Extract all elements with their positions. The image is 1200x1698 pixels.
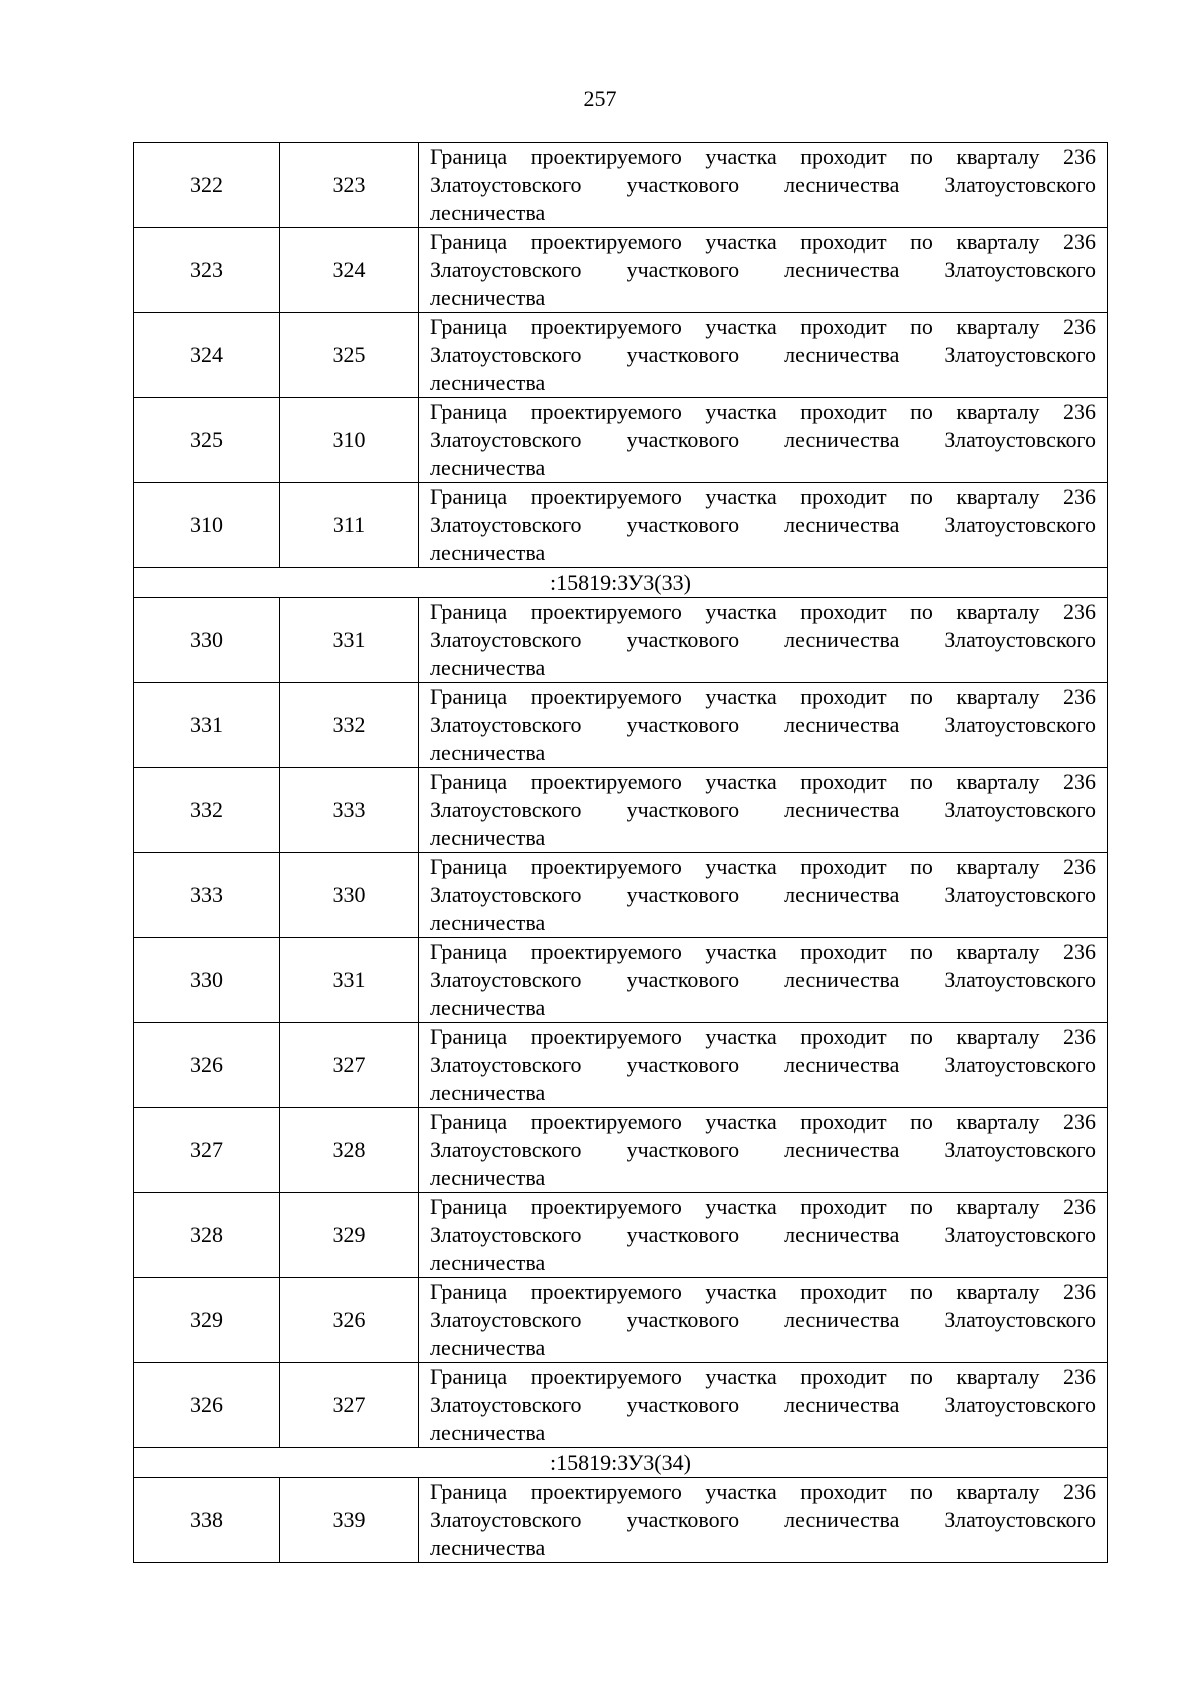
point-from-cell: 331 — [134, 683, 280, 768]
point-from-cell: 330 — [134, 938, 280, 1023]
point-from-cell: 333 — [134, 853, 280, 938]
point-to-cell: 323 — [280, 143, 419, 228]
point-to-cell: 330 — [280, 853, 419, 938]
table-row — [134, 398, 1108, 483]
table-row — [134, 483, 1108, 568]
boundary-description-cell: Граница проектируемого участка проходит по кварталу 236 Златоустовского участкового лесничества Златоустовского лесничества — [419, 1023, 1108, 1108]
boundary-description-cell: Граница проектируемого участка проходит по кварталу 236 Златоустовского участкового лесничества Златоустовского лесничества — [419, 1278, 1108, 1363]
boundary-table — [133, 142, 1108, 1563]
table-body — [134, 143, 1108, 1563]
point-from-cell: 330 — [134, 598, 280, 683]
point-from-cell: 332 — [134, 768, 280, 853]
point-to-cell: 325 — [280, 313, 419, 398]
point-from-cell: 323 — [134, 228, 280, 313]
point-to-cell: 311 — [280, 483, 419, 568]
boundary-description-cell: Граница проектируемого участка проходит по кварталу 236 Златоустовского участкового лесничества Златоустовского лесничества — [419, 598, 1108, 683]
point-to-cell: 331 — [280, 598, 419, 683]
point-from-cell: 326 — [134, 1363, 280, 1448]
point-to-cell: 332 — [280, 683, 419, 768]
point-to-cell: 329 — [280, 1193, 419, 1278]
section-header-row — [134, 568, 1108, 598]
table-row — [134, 1023, 1108, 1108]
table-row — [134, 1193, 1108, 1278]
boundary-description-cell: Граница проектируемого участка проходит по кварталу 236 Златоустовского участкового лесничества Златоустовского лесничества — [419, 938, 1108, 1023]
boundary-description-cell: Граница проектируемого участка проходит по кварталу 236 Златоустовского участкового лесничества Златоустовского лесничества — [419, 1478, 1108, 1563]
point-from-cell: 325 — [134, 398, 280, 483]
point-from-cell: 326 — [134, 1023, 280, 1108]
table-row — [134, 853, 1108, 938]
point-from-cell: 310 — [134, 483, 280, 568]
boundary-description-cell: Граница проектируемого участка проходит по кварталу 236 Златоустовского участкового лесничества Златоустовского лесничества — [419, 313, 1108, 398]
point-to-cell: 331 — [280, 938, 419, 1023]
table-row — [134, 143, 1108, 228]
point-to-cell: 339 — [280, 1478, 419, 1563]
point-from-cell: 322 — [134, 143, 280, 228]
boundary-description-cell: Граница проектируемого участка проходит по кварталу 236 Златоустовского участкового лесничества Златоустовского лесничества — [419, 143, 1108, 228]
boundary-description-cell: Граница проектируемого участка проходит по кварталу 236 Златоустовского участкового лесничества Златоустовского лесничества — [419, 1108, 1108, 1193]
point-from-cell: 338 — [134, 1478, 280, 1563]
point-from-cell: 327 — [134, 1108, 280, 1193]
table-row — [134, 768, 1108, 853]
boundary-description-cell: Граница проектируемого участка проходит по кварталу 236 Златоустовского участкового лесничества Златоустовского лесничества — [419, 483, 1108, 568]
section-label: :15819:ЗУ3(34) — [134, 1448, 1108, 1478]
table-row — [134, 598, 1108, 683]
table-row — [134, 313, 1108, 398]
boundary-description-cell: Граница проектируемого участка проходит по кварталу 236 Златоустовского участкового лесничества Златоустовского лесничества — [419, 1363, 1108, 1448]
section-label: :15819:ЗУ3(33) — [134, 568, 1108, 598]
point-to-cell: 328 — [280, 1108, 419, 1193]
page-number: 257 — [583, 86, 617, 111]
table-row — [134, 683, 1108, 768]
point-to-cell: 333 — [280, 768, 419, 853]
point-from-cell: 324 — [134, 313, 280, 398]
table-row — [134, 1478, 1108, 1563]
boundary-description-cell: Граница проектируемого участка проходит по кварталу 236 Златоустовского участкового лесничества Златоустовского лесничества — [419, 228, 1108, 313]
point-from-cell: 328 — [134, 1193, 280, 1278]
point-to-cell: 327 — [280, 1023, 419, 1108]
table-row — [134, 938, 1108, 1023]
boundary-description-cell: Граница проектируемого участка проходит по кварталу 236 Златоустовского участкового лесничества Златоустовского лесничества — [419, 1193, 1108, 1278]
section-header-row — [134, 1448, 1108, 1478]
boundary-description-cell: Граница проектируемого участка проходит по кварталу 236 Златоустовского участкового лесничества Златоустовского лесничества — [419, 768, 1108, 853]
boundary-description-cell: Граница проектируемого участка проходит по кварталу 236 Златоустовского участкового лесничества Златоустовского лесничества — [419, 683, 1108, 768]
boundary-description-cell: Граница проектируемого участка проходит по кварталу 236 Златоустовского участкового лесничества Златоустовского лесничества — [419, 853, 1108, 938]
point-to-cell: 310 — [280, 398, 419, 483]
table-row — [134, 1278, 1108, 1363]
table-row — [134, 228, 1108, 313]
boundary-description-cell: Граница проектируемого участка проходит по кварталу 236 Златоустовского участкового лесничества Златоустовского лесничества — [419, 398, 1108, 483]
point-to-cell: 324 — [280, 228, 419, 313]
point-from-cell: 329 — [134, 1278, 280, 1363]
point-to-cell: 326 — [280, 1278, 419, 1363]
point-to-cell: 327 — [280, 1363, 419, 1448]
table-row — [134, 1363, 1108, 1448]
table-row — [134, 1108, 1108, 1193]
